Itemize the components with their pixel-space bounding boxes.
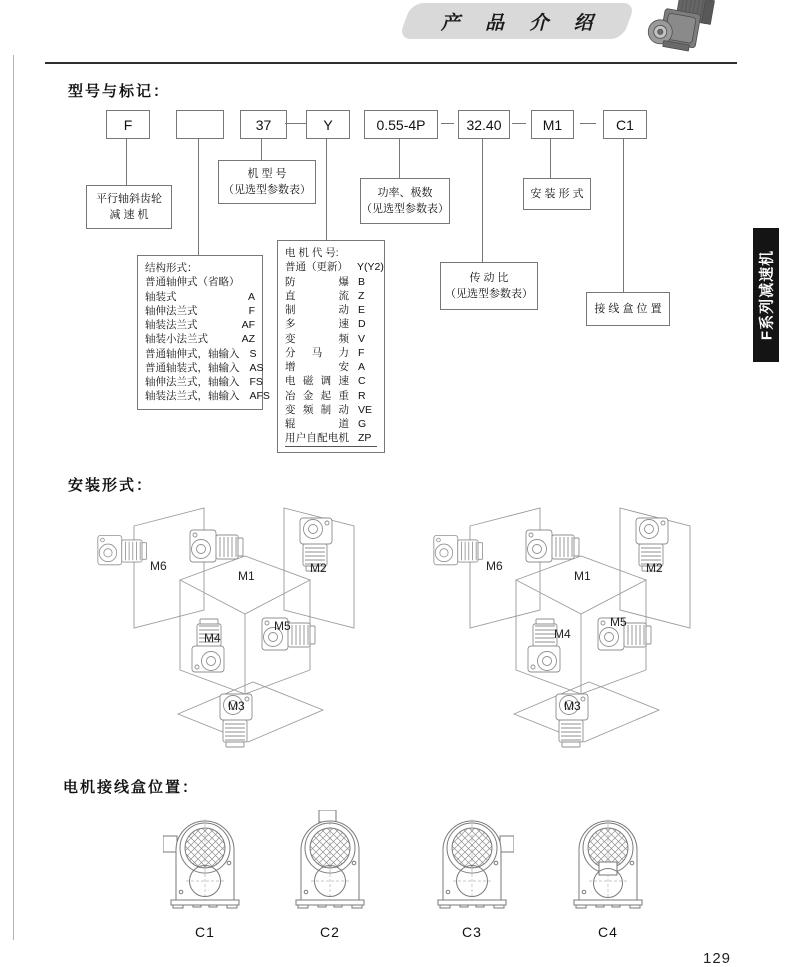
structure-form-box (137, 255, 270, 410)
label-mount: 安 装 形 式 (523, 178, 591, 210)
structure-row: 轴装小法兰式 AZ (145, 333, 255, 346)
structure-row: 轴伸法兰式，轴输入 FS (145, 376, 263, 389)
terminal-figure-label: C1 (195, 924, 215, 940)
gearbox-front-view (430, 810, 514, 910)
gear-motor-photo-graphic (645, 0, 723, 58)
motor-code-box (277, 240, 385, 453)
label-ratio: 传 动 比 （见选型参数表） (440, 262, 538, 310)
structure-row: 轴伸法兰式 F (145, 304, 255, 317)
code-box-terminal: C1 (603, 110, 647, 139)
motor-row: 辊道 G (285, 418, 367, 431)
connector-dash-3 (580, 123, 596, 124)
motor-row: 电磁调速 C (285, 375, 366, 388)
structure-row: 轴装法兰式 AF (145, 319, 255, 332)
code-box-size: 37 (240, 110, 287, 139)
terminal-section-title: 电机接线盒位置： (63, 779, 200, 796)
terminal-figure-c2 (288, 810, 372, 940)
motor-row: 防爆 B (285, 275, 366, 288)
mount-label-m5: M5 (274, 619, 291, 633)
structure-row: 轴装式 A (145, 290, 255, 303)
mounting-diagram-right (424, 502, 729, 770)
junction-box (500, 836, 514, 852)
page-left-border (13, 55, 14, 940)
drop-line-terminal (623, 138, 624, 292)
mount-label-m3: M3 (228, 699, 245, 713)
code-box-blank (176, 110, 224, 139)
label-gear-type: 平行轴斜齿轮 减 速 机 (86, 185, 172, 229)
product-photo (645, 0, 723, 58)
mount-label-m4: M4 (554, 627, 571, 641)
header-divider (45, 62, 737, 64)
label-model-no: 机 型 号 （见选型参数表） (218, 160, 316, 204)
gearbox-front-view (163, 810, 247, 910)
motor-row: 制动 E (285, 304, 366, 317)
connector-dash-1 (441, 123, 454, 124)
terminal-figure-c1 (163, 810, 247, 940)
header-banner (398, 3, 635, 39)
side-tab-label: F系列减速机 (758, 249, 776, 341)
drop-line-mount (550, 138, 551, 178)
connector-dash-2 (512, 123, 526, 124)
mount-label-m1: M1 (574, 569, 591, 583)
motor-row: 冶金起重 R (285, 389, 366, 402)
drop-line-size (261, 138, 262, 160)
terminal-figure-c3 (430, 810, 514, 940)
label-power: 功率、极数 （见选型参数表） (360, 178, 450, 224)
motor-row: 多速 D (285, 318, 366, 331)
code-box-power: 0.55-4P (364, 110, 438, 139)
code-box-motor: Y (306, 110, 350, 139)
structure-row: 普通轴伸式，轴输入 S (145, 347, 257, 360)
header-banner-title: 产 品 介 绍 (441, 12, 603, 34)
side-tab (753, 228, 779, 362)
page-number: 129 (703, 950, 732, 967)
structure-row: 轴装法兰式，轴输入 AFS (145, 390, 270, 403)
motor-row: 增安 A (285, 361, 366, 374)
motor-row: 用户自配电机 ZP (285, 431, 377, 446)
mount-label-m2: M2 (646, 561, 663, 575)
connector-37-y (285, 123, 306, 124)
mount-label-m6: M6 (150, 559, 167, 573)
structure-row: 普通轴伸式（省略） (145, 276, 240, 289)
structure-form-title: 结构形式： (145, 262, 198, 274)
code-box-f: F (106, 110, 150, 139)
gearbox-front-view (566, 810, 650, 910)
motor-row: 直流 Z (285, 289, 365, 302)
drop-line-motor (326, 138, 327, 240)
terminal-figure-label: C4 (598, 924, 618, 940)
mounting-section-title: 安装形式： (68, 477, 154, 494)
terminal-figure-label: C3 (462, 924, 482, 940)
mount-label-m5: M5 (610, 615, 627, 629)
drop-line-f (126, 138, 127, 185)
motor-row: 普通（更新） Y(Y2) (285, 261, 384, 274)
mount-label-m1: M1 (238, 569, 255, 583)
junction-box (319, 810, 336, 822)
motor-row: 变频 V (285, 332, 366, 345)
drop-line-power (399, 138, 400, 178)
mount-label-m3: M3 (564, 699, 581, 713)
mount-label-m6: M6 (486, 559, 503, 573)
model-section-title: 型号与标记： (68, 83, 171, 100)
motor-code-title: 电 机 代 号: (285, 247, 339, 259)
motor-row: 变频制动 VE (285, 403, 373, 416)
terminal-figure-label: C2 (320, 924, 340, 940)
mounting-diagram-left (88, 502, 393, 770)
drop-line-ratio (482, 138, 483, 262)
code-box-mount: M1 (531, 110, 574, 139)
code-box-ratio: 32.40 (458, 110, 510, 139)
label-terminal: 接 线 盒 位 置 (586, 292, 670, 326)
structure-row: 普通轴装式，轴输入 AS (145, 361, 264, 374)
mount-label-m2: M2 (310, 561, 327, 575)
motor-row: 分马力 F (285, 346, 365, 359)
drop-line-structure (198, 138, 199, 255)
terminal-figure-c4 (566, 810, 650, 940)
gearbox-front-view (288, 810, 372, 910)
junction-box (163, 836, 177, 852)
mount-label-m4: M4 (204, 631, 221, 645)
